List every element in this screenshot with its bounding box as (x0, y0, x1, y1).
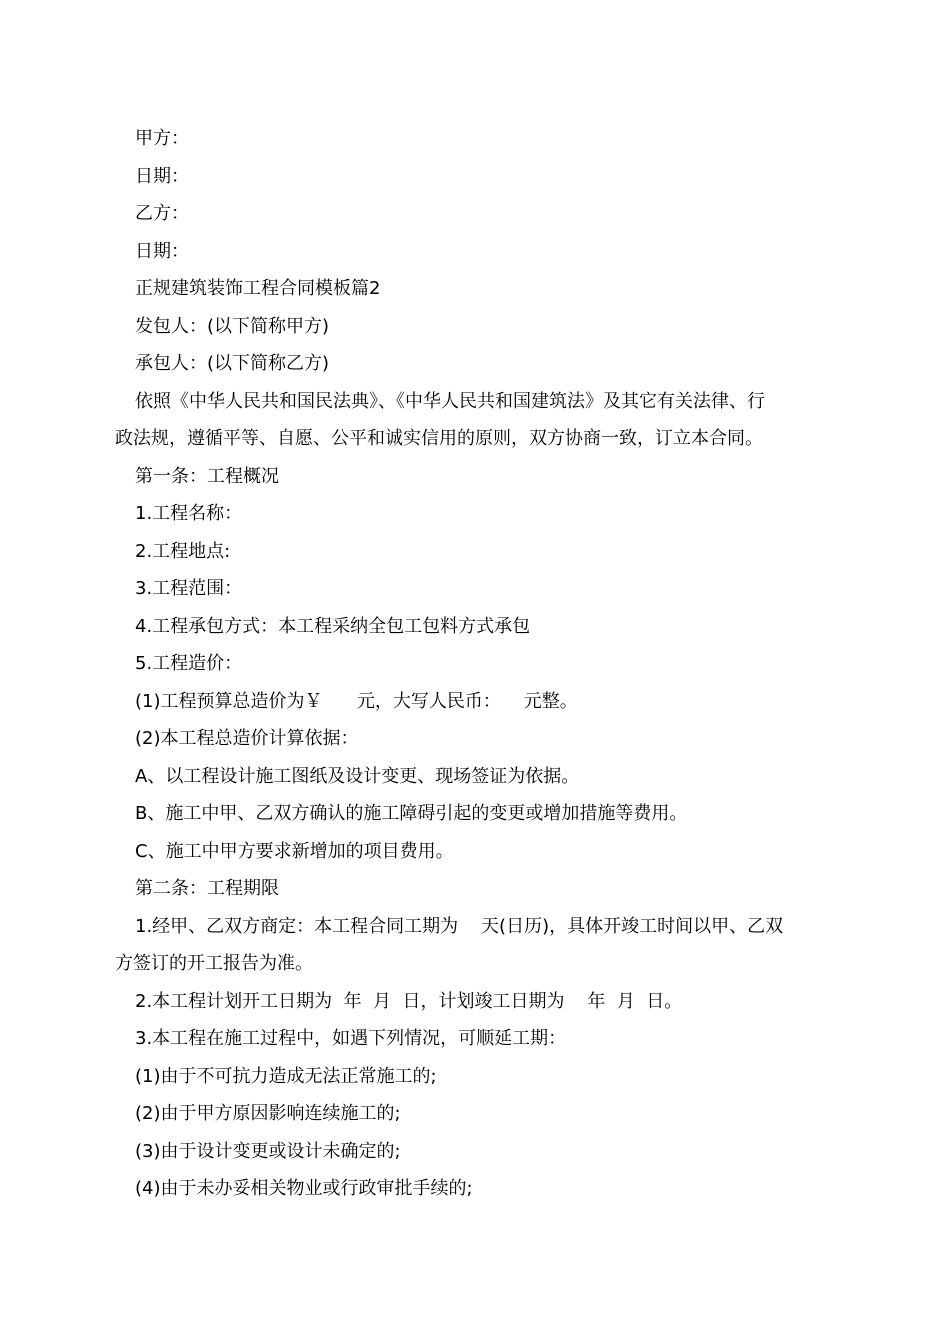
paragraph-line: 第二条：工程期限 (135, 878, 279, 899)
paragraph-line: (4)由于未办妥相关物业或行政审批手续的; (135, 1178, 473, 1199)
paragraph-line: B、施工中甲、乙双方确认的施工障碍引起的变更或增加措施等费用。 (135, 803, 688, 824)
paragraph-line: 甲方： (135, 128, 189, 149)
paragraph-line: 1.工程名称： (135, 503, 243, 524)
document-body (115, 120, 840, 1208)
paragraph-line: (3)由于设计变更或设计未确定的; (135, 1140, 401, 1162)
paragraph-line: 4.工程承包方式：本工程采纳全包工包料方式承包 (135, 615, 531, 637)
paragraph-line: (2)本工程总造价计算依据： (135, 728, 359, 749)
paragraph-line: 正规建筑装饰工程合同模板篇2 (135, 278, 381, 299)
paragraph-line: 3.本工程在施工过程中，如遇下列情况，可顺延工期： (135, 1028, 567, 1049)
paragraph-line: (2)由于甲方原因影响连续施工的; (135, 1103, 401, 1124)
paragraph-line: 乙方： (135, 203, 189, 224)
paragraph-line: 1.经甲、乙双方商定：本工程合同工期为 天(日历)，具体开竣工时间以甲、乙双 (135, 915, 784, 937)
paragraph-continuation-line: 政法规，遵循平等、自愿、公平和诚实信用的原则，双方协商一致，订立本合同。 (115, 428, 763, 449)
paragraph-line: C、施工中甲方要求新增加的项目费用。 (135, 840, 454, 862)
paragraph-line: 3.工程范围： (135, 578, 243, 599)
paragraph-line: 5.工程造价： (135, 653, 243, 674)
paragraph-line: (1)工程预算总造价为￥ 元，大写人民币： 元整。 (135, 690, 578, 712)
paragraph-continuation-line: 方签订的开工报告为准。 (115, 953, 313, 974)
paragraph-line: 承包人：(以下简称乙方) (135, 353, 330, 374)
paragraph-line: 第一条：工程概况 (135, 465, 279, 487)
paragraph-line: 日期： (135, 240, 189, 262)
paragraph-line: (1)由于不可抗力造成无法正常施工的; (135, 1065, 437, 1087)
paragraph-line: 依照《中华人民共和国民法典》、《中华人民共和国建筑法》及其它有关法律、行 (135, 390, 765, 412)
paragraph-line: A、以工程设计施工图纸及设计变更、现场签证为依据。 (135, 765, 580, 787)
paragraph-line: 2.本工程计划开工日期为 年 月 日，计划竣工日期为 年 月 日。 (135, 990, 683, 1012)
paragraph-line: 2.工程地点: (135, 540, 231, 562)
paragraph-line: 日期： (135, 165, 189, 187)
paragraph-line: 发包人：(以下简称甲方) (135, 315, 330, 337)
